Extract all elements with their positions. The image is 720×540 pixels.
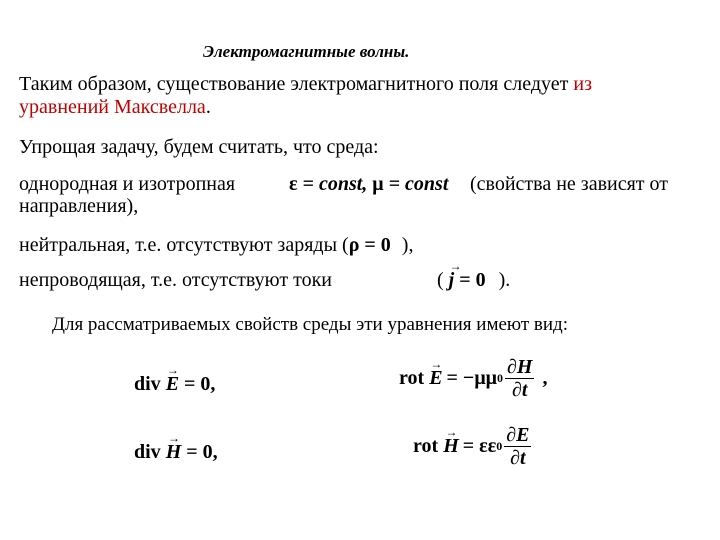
subscript-zero: 0: [497, 371, 503, 385]
simplify-line: Упрощая задачу, будем считать, что среда:: [19, 136, 379, 158]
vector-h: [443, 425, 459, 458]
rho-eq-zero: = 0: [364, 234, 391, 256]
fraction-dh-dt: [505, 356, 534, 401]
mu-symbol: μ: [372, 173, 384, 195]
nonconductive-line: непроводящая, т.е. отсутствуют токи: [19, 269, 332, 291]
eq3-rhs: = 0,: [186, 441, 218, 463]
slide-title: Электромагнитные волны.: [203, 42, 410, 61]
mu-const: = const: [388, 173, 449, 195]
vector-arrow: →: [449, 259, 462, 273]
intro-paragraph: [19, 73, 592, 95]
homogeneous-note: (свойства не зависят от: [470, 173, 669, 195]
rot-operator: rot: [413, 435, 439, 457]
equation-div-e: [134, 363, 216, 396]
vector-h: [165, 431, 182, 464]
j-eq-zero: = 0: [459, 269, 486, 291]
homogeneous-math: [289, 173, 448, 195]
equation-rot-h: [413, 424, 533, 469]
neutral-text: нейтральная, т.е. отсутствуют заряды (: [19, 234, 349, 256]
intro-text-1: Таким образом, существование электромагнитного поля следует: [19, 73, 574, 95]
minus-mu-mu: = −μμ: [446, 367, 497, 389]
epsilon-symbol: ε: [289, 173, 298, 195]
nonconductive-math: [437, 259, 511, 291]
intro-text-end: .: [205, 96, 211, 118]
rot-operator: rot: [399, 367, 425, 389]
div-operator: div: [134, 373, 161, 395]
current-density-j: [448, 259, 462, 291]
subscript-zero: 0: [496, 439, 503, 453]
homogeneous-note-2: направления),: [19, 195, 139, 217]
eq2-comma: ,: [542, 367, 548, 389]
intro-paragraph-line2: [19, 96, 211, 118]
e-symbol: E: [165, 373, 180, 395]
neutral-close: ),: [401, 234, 414, 256]
vector-e: [429, 357, 443, 390]
fraction-de-dt: [504, 424, 531, 469]
intro-text-red-1: из: [573, 73, 592, 95]
vector-e: [165, 363, 180, 396]
vector-arrow: →: [430, 357, 443, 371]
e-symbol: E: [429, 367, 443, 389]
const-comma: ,: [362, 173, 368, 195]
equation-div-h: [134, 431, 218, 464]
rho-symbol: ρ: [348, 234, 360, 256]
intro-text-red-2: уравнений Максвелла: [19, 96, 206, 118]
partial-h: ∂H: [507, 356, 533, 378]
vector-arrow: →: [167, 431, 180, 445]
h-symbol: H: [443, 435, 459, 457]
paren-close: ).: [498, 269, 511, 291]
h-symbol: H: [165, 441, 182, 463]
paren-open: (: [437, 269, 444, 291]
partial-e: ∂E: [506, 424, 530, 446]
neutral-line: [19, 234, 413, 256]
div-operator: div: [134, 441, 161, 463]
eq1-rhs: = 0,: [184, 373, 216, 395]
vector-arrow: →: [445, 425, 458, 439]
partial-t: ∂t: [512, 379, 528, 401]
homogeneous-line: [19, 173, 235, 195]
eps-const: = const: [302, 173, 363, 195]
homogeneous-text: однородная и изотропная: [19, 173, 236, 195]
vector-arrow: →: [166, 363, 179, 377]
partial-t: ∂t: [510, 447, 526, 469]
equation-rot-e: [399, 356, 547, 401]
equations-intro: Для рассматриваемых свойств среды эти уравнения имеют вид:: [52, 314, 569, 335]
eps-eps: = εε: [462, 435, 497, 457]
j-symbol: j: [448, 269, 455, 291]
